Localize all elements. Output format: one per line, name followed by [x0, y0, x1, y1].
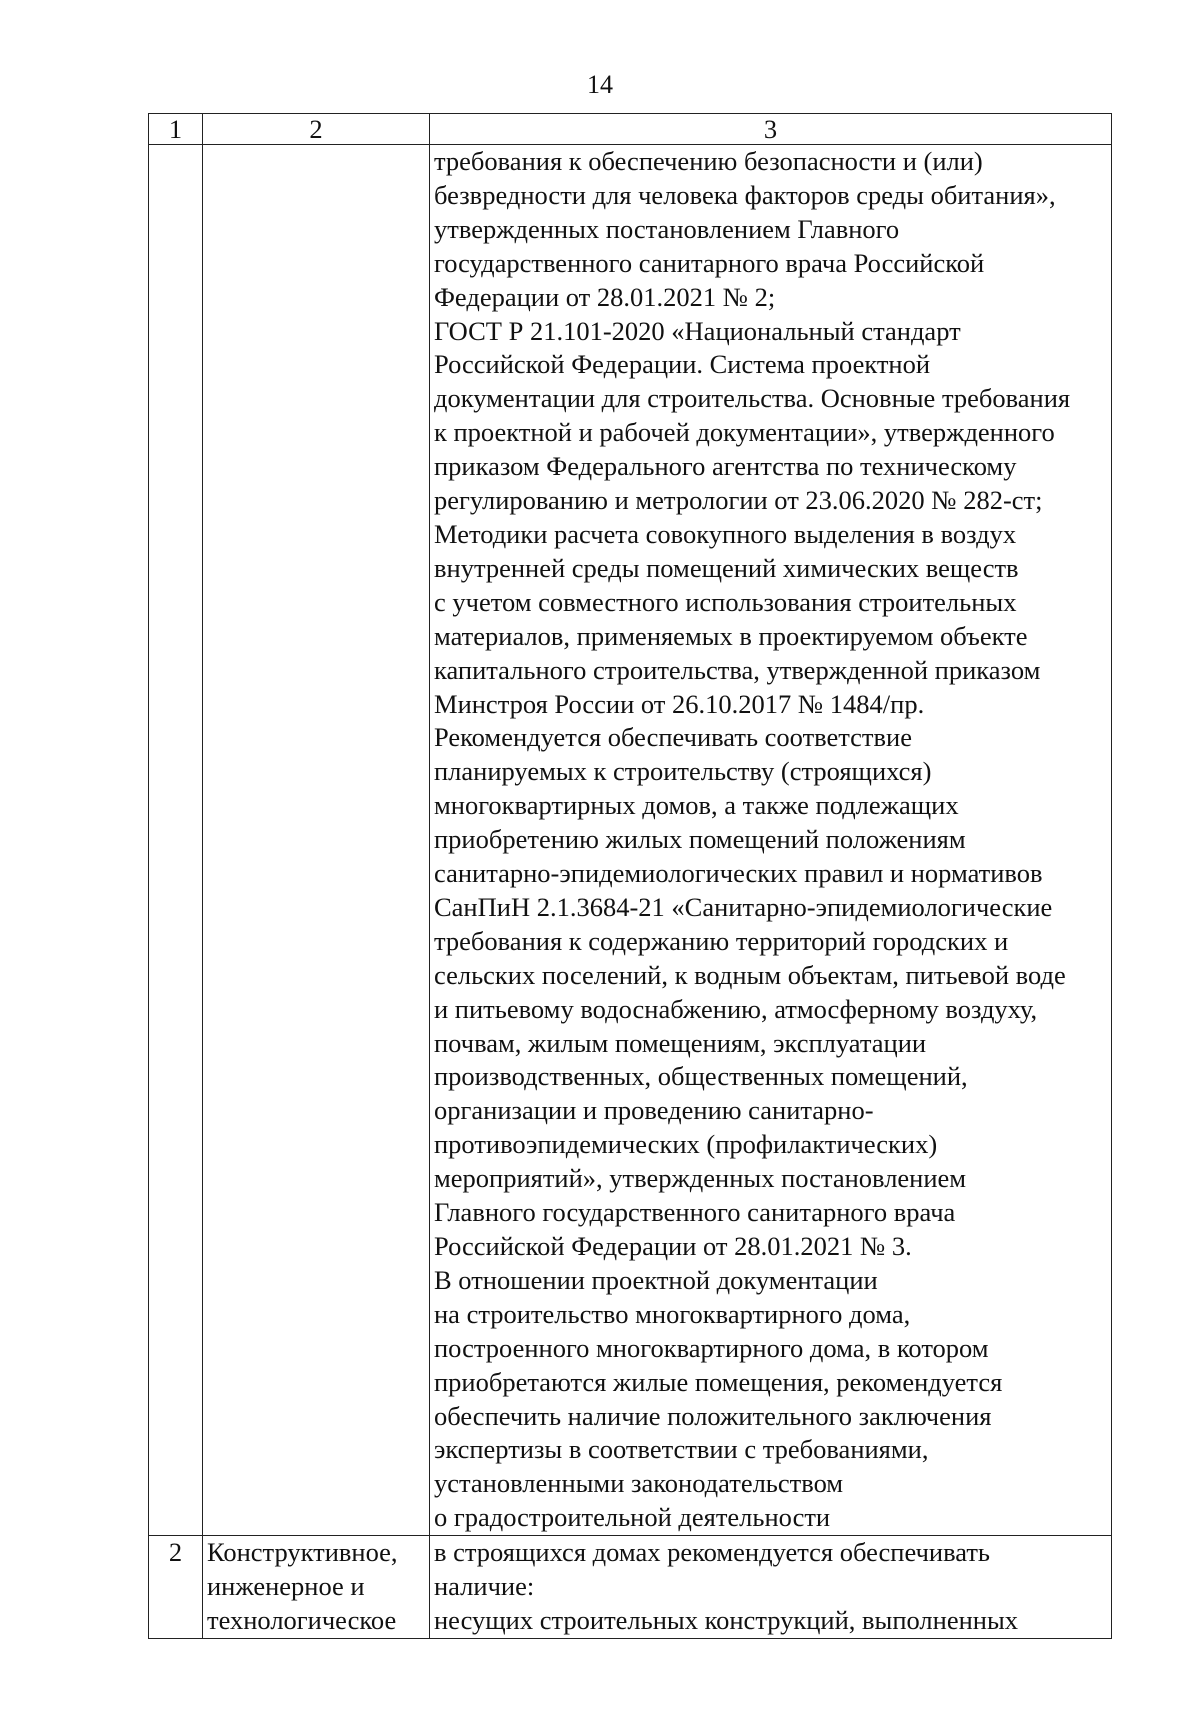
page-number: 14: [587, 70, 613, 99]
column-header-3: 3: [430, 114, 1112, 145]
table-row: [149, 145, 1112, 1536]
section-cell: [203, 145, 430, 1536]
row-number-cell: 2: [149, 1536, 203, 1639]
table-row: [149, 1536, 1112, 1639]
table-header-row: [149, 114, 1112, 145]
column-header-2: 2: [203, 114, 430, 145]
content-cell: требования к обеспечению безопасности и (или) безвредности для человека факторов среды обитания», утвержденных постановлением Главного государственного санитарного врача Российской Федерации от 28.01.2021 № 2; ГОСТ Р 21.101-2020 «Национальный стандарт Российской Федерации. Система проектной документации для строительства. Основные требования к проектной и рабочей документации», утвержденного приказом Федерального агентства по техническому регулированию и метрологии от 23.06.2020 № 282-ст; Методики расчета совокупного выделения в воздух внутренней среды помещений химических веществ с учетом совместного использования строительных материалов, применяемых в проектируемом объекте капитального строительства, утвержденной приказом Минстроя России от 26.10.2017 № 1484/пр. Рекомендуется обеспечивать соответствие планируемых к строительству (строящихся) многоквартирных домов, а также подлежащих приобретению жилых помещений положениям санитарно-эпидемиологических правил и нормативов СанПиН 2.1.3684-21 «Санитарно-эпидемиологические требования к содержанию территорий городских и сельских поселений, к водным объектам, питьевой воде и питьевому водоснабжению, атмосферному воздуху, почвам, жилым помещениям, эксплуатации производственных, общественных помещений, организации и проведению санитарно- противоэпидемических (профилактических) мероприятий», утвержденных постановлением Главного государственного санитарного врача Российской Федерации от 28.01.2021 № 3. В отношении проектной документации на строительство многоквартирного дома, построенного многоквартирного дома, в котором приобретаются жилые помещения, рекомендуется обеспечить наличие положительного заключения экспертизы в соответствии с требованиями, установленными законодательством о градостроительной деятельности: [430, 145, 1112, 1536]
row-number-cell: [149, 145, 203, 1536]
section-cell: Конструктивное, инженерное и технологическое: [203, 1536, 430, 1639]
column-header-1: 1: [149, 114, 203, 145]
content-cell: в строящихся домах рекомендуется обеспечивать наличие: несущих строительных конструкций, выполненных: [430, 1536, 1112, 1639]
requirements-table: [148, 113, 1112, 1639]
